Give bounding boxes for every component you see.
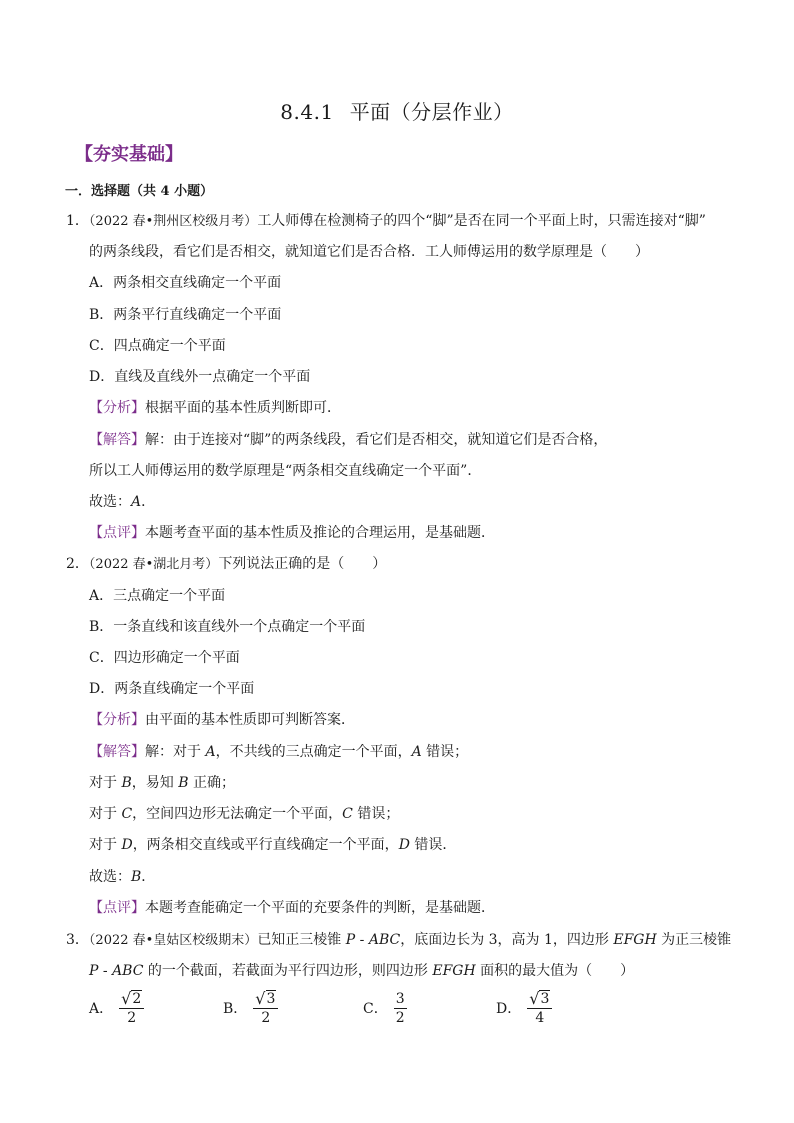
- numerator: 3: [395, 990, 405, 1007]
- text-run: 错误．: [409, 837, 457, 853]
- q1-answer-line-1: [89, 429, 607, 449]
- page-title: [0, 96, 794, 125]
- q1-option-d: D．直线及直线外一点确定一个平面: [89, 369, 311, 385]
- q3-option-a: [89, 986, 144, 1030]
- q1-stem-line-1: [66, 210, 706, 230]
- q2-analysis-text: 由平面的基本性质即可判断答案．: [145, 712, 355, 728]
- q1-choice: 故选：A．: [89, 494, 156, 510]
- math-var: B: [178, 775, 189, 791]
- q2-answer-line-1: [89, 741, 468, 761]
- q2-option-d: D．两条直线确定一个平面: [89, 681, 255, 697]
- option-label: C．: [363, 1001, 388, 1017]
- q2-option-c: C．四边形确定一个平面: [89, 650, 240, 666]
- fraction: [119, 990, 144, 1027]
- fraction: [253, 990, 278, 1027]
- radicand: 2: [132, 990, 142, 1007]
- text-run: 对于: [89, 775, 122, 791]
- q1-comment-text: 本题考查平面的基本性质及推论的合理运用，是基础题．: [145, 525, 495, 541]
- radicand: 3: [266, 990, 276, 1007]
- q2-answer-line-2: [89, 772, 235, 792]
- math-var: ABC: [368, 932, 401, 948]
- q3-stem-line-2: [89, 960, 634, 980]
- q1-answer-line-2: 所以工人师傅运用的数学原理是“两条相交直线确定一个平面”．: [89, 463, 482, 479]
- q3-option-d: [496, 986, 552, 1030]
- text-run: ，底面边长为 3，高为 1，四边形: [400, 932, 614, 948]
- radicand: 3: [540, 990, 550, 1007]
- text-run: 面积的最大值为（ ）: [475, 963, 635, 979]
- q2-analysis: [89, 709, 355, 729]
- math-var: EFGH: [613, 932, 657, 948]
- q1-comment: [89, 522, 495, 542]
- q2-option-a: A．三点确定一个平面: [89, 588, 226, 604]
- math-var: EFGH: [432, 963, 476, 979]
- text-run: 已知正三棱锥: [257, 932, 346, 948]
- text-run: ，易知: [131, 775, 179, 791]
- q1-option-c: C．四点确定一个平面: [89, 338, 226, 354]
- q1-option-b: B．两条平行直线确定一个平面: [89, 307, 282, 323]
- text-run: 为正三棱锥: [656, 932, 732, 948]
- math-var: P: [89, 963, 99, 979]
- q2-number: 2．: [66, 556, 89, 572]
- analysis-tag: 【分析】: [89, 712, 145, 728]
- math-var: C: [121, 806, 133, 822]
- text-run: -: [98, 963, 113, 979]
- q3-option-b: [223, 986, 278, 1030]
- q3-stem-line-1: [66, 929, 731, 949]
- tier-heading: 【夯实基础】: [75, 144, 183, 165]
- q3-option-c: [363, 986, 407, 1030]
- title-number: 8.4.1: [280, 100, 334, 124]
- q3-source: （2022 春•皇姑区校级期末）: [88, 933, 258, 948]
- denominator: 2: [261, 1009, 271, 1026]
- q3-number: 3．: [66, 932, 89, 948]
- math-var: B: [121, 775, 132, 791]
- title-text: 平面（分层作业）: [349, 100, 514, 124]
- q2-stem: [66, 553, 386, 573]
- q2-stem-text: 下列说法正确的是（ ）: [218, 556, 387, 572]
- sqrt-expression: [119, 990, 144, 1009]
- q2-choice: 故选：B．: [89, 869, 156, 885]
- answer-tag: 【解答】: [89, 432, 145, 448]
- comment-tag: 【点评】: [89, 525, 145, 541]
- math-var: C: [342, 806, 353, 822]
- q1-analysis: [89, 397, 341, 417]
- q3-options: [89, 986, 609, 1030]
- sqrt-expression: [253, 990, 278, 1009]
- q1-number: 1．: [66, 213, 89, 229]
- q2-comment-text: 本题考查能确定一个平面的充要条件的判断，是基础题．: [145, 900, 495, 916]
- math-var: A: [205, 744, 216, 760]
- fraction: [527, 990, 552, 1027]
- option-label: D．: [496, 1001, 522, 1017]
- q2-answer-line-3: [89, 803, 399, 823]
- comment-tag: 【点评】: [89, 900, 145, 916]
- answer-tag: 【解答】: [89, 744, 145, 760]
- math-var: A: [411, 744, 422, 760]
- q2-option-b: B．一条直线和该直线外一个点确定一个平面: [89, 619, 366, 635]
- text-run: ，不共线的三点确定一个平面，: [215, 744, 412, 760]
- q1-stem-line-2: 的两条线段，看它们是否相交，就知道它们是否合格．工人师傅运用的数学原理是（ ）: [89, 244, 649, 260]
- text-run: ，空间四边形无法确定一个平面，: [132, 806, 343, 822]
- math-var: P: [345, 932, 356, 948]
- text-run: ，两条相交直线或平行直线确定一个平面，: [132, 837, 399, 853]
- text-run: 对于: [89, 806, 122, 822]
- text-run: 错误；: [352, 806, 400, 822]
- radical-sign: √: [529, 988, 540, 1008]
- analysis-tag: 【分析】: [89, 400, 145, 416]
- q1-source: （2022 春•荆州区校级月考）: [88, 214, 258, 229]
- section-heading: 一．选择题（共 4 小题）: [65, 184, 214, 199]
- q1-choice-letter: A: [131, 494, 142, 510]
- denominator: 2: [127, 1009, 137, 1026]
- math-var: D: [398, 837, 410, 853]
- text-run: 的一个截面，若截面为平行四边形，则四边形: [143, 963, 433, 979]
- text-run: 错误；: [421, 744, 469, 760]
- math-var: ABC: [112, 963, 144, 979]
- q1-choice-prefix: 故选：: [89, 494, 131, 510]
- q2-comment: [89, 897, 495, 917]
- fraction: [394, 990, 407, 1027]
- text-run: 正确；: [188, 775, 235, 791]
- text-run: 解：对于: [145, 744, 206, 760]
- radical-sign: √: [121, 988, 132, 1008]
- q1-option-a: A．两条相交直线确定一个平面: [89, 275, 282, 291]
- q2-choice-prefix: 故选：: [89, 869, 131, 885]
- denominator: 4: [535, 1009, 545, 1026]
- text-run: -: [355, 932, 369, 948]
- q1-analysis-text: 根据平面的基本性质判断即可．: [145, 400, 341, 416]
- q2-answer-line-4: [89, 834, 456, 854]
- q2-choice-letter: B: [131, 869, 142, 885]
- denominator: 2: [395, 1009, 405, 1026]
- q1-answer-text: 解：由于连接对“脚”的两条线段，看它们是否相交，就知道它们是否合格，: [145, 432, 608, 448]
- option-label: A．: [89, 1001, 114, 1017]
- option-label: B．: [223, 1001, 248, 1017]
- q2-source: （2022 春•湖北月考）: [88, 557, 219, 572]
- math-var: D: [121, 837, 133, 853]
- text-run: 对于: [89, 837, 122, 853]
- q1-stem-text: 工人师傅在检测椅子的四个“脚”是否在同一个平面上时，只需连接对“脚”: [257, 213, 706, 229]
- sqrt-expression: [527, 990, 552, 1009]
- radical-sign: √: [255, 988, 266, 1008]
